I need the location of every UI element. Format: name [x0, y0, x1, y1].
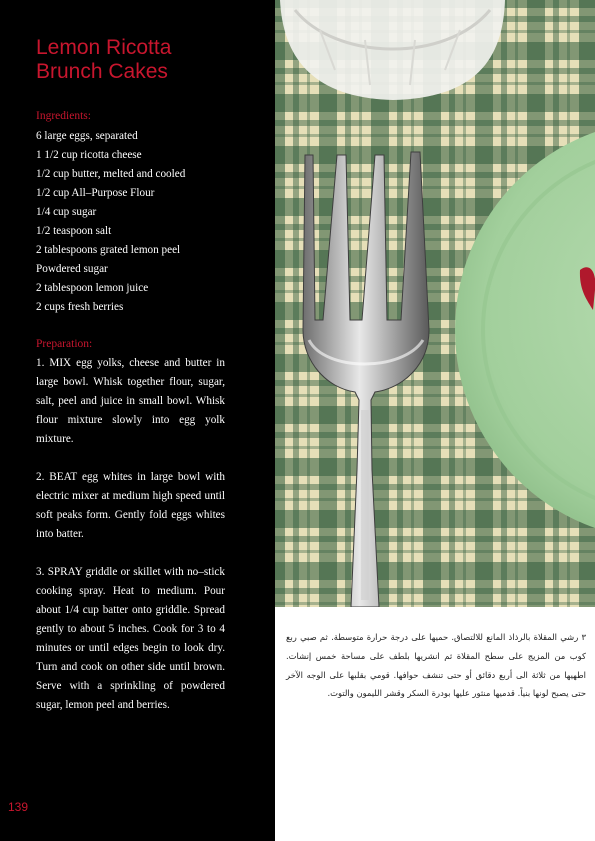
recipe-title-line: Brunch Cakes: [36, 60, 168, 83]
recipe-title-line: Lemon Ricotta: [36, 36, 172, 59]
ingredient-item: 2 tablespoons grated lemon peel: [36, 244, 181, 256]
recipe-title: [36, 36, 266, 84]
ingredient-item: Powdered sugar: [36, 263, 108, 275]
ingredients-list: [36, 127, 236, 317]
recipe-panel: [0, 0, 275, 841]
ingredients-heading: Ingredients:: [36, 110, 91, 122]
ingredient-item: 2 tablespoon lemon juice: [36, 282, 149, 294]
preparation-step: 1. MIX egg yolks, cheese and butter in large bowl. Whisk together flour, sugar, salt, peel and juice in small bowl. Whisk flour mixture slowly into egg yolk mixture.: [36, 357, 225, 445]
ingredient-item: 1 1/2 cup ricotta cheese: [36, 149, 142, 161]
ingredient-item: 1/2 cup All–Purpose Flour: [36, 187, 155, 199]
recipe-photo: [275, 0, 595, 607]
ingredient-item: 1/2 teaspoon salt: [36, 225, 112, 237]
arabic-preparation-text: ٣ رشي المقلاة بالرذاذ المانع للالتصاق. حميها على درجة حرارة متوسطة. ثم صبي ربع كوب من المزيج على سطح المقلاة ثم انشريها بلطف على مساحة خمس إنشات. اطهيها من ثلاثة الى أربع دقائق أو حتى تنشف حوافها. قومي بقلبها على الوجه الآخر حتى يصبح لونها بنياً. قدميها منثور عليها بودرة السكر وقشر الليمون والتوت.: [286, 632, 586, 699]
tablecloth-fork-plate-image: [275, 0, 595, 607]
preparation-step: 2. BEAT egg whites in large bowl with electric mixer at medium high speed until soft peaks form. Gently fold eggs whites into batter.: [36, 471, 225, 540]
page-number: 139: [8, 800, 29, 814]
preparation-step: 3. SPRAY griddle or skillet with no–stick cooking spray. Heat to medium. Pour about 1/4 cup batter onto griddle. Spread gently to about 5 inches. Cook for 3 to 4 minutes or until edges begin to look dry. Turn and cook on other side until brown. Serve with a sprinkling of powdered sugar, lemon peel and berries.: [36, 566, 225, 711]
ingredient-item: 1/2 cup butter, melted and cooled: [36, 168, 186, 180]
ingredient-item: 6 large eggs, separated: [36, 130, 138, 142]
preparation-heading: Preparation:: [36, 338, 93, 350]
ingredient-item: 2 cups fresh berries: [36, 301, 124, 313]
ingredient-item: 1/4 cup sugar: [36, 206, 97, 218]
